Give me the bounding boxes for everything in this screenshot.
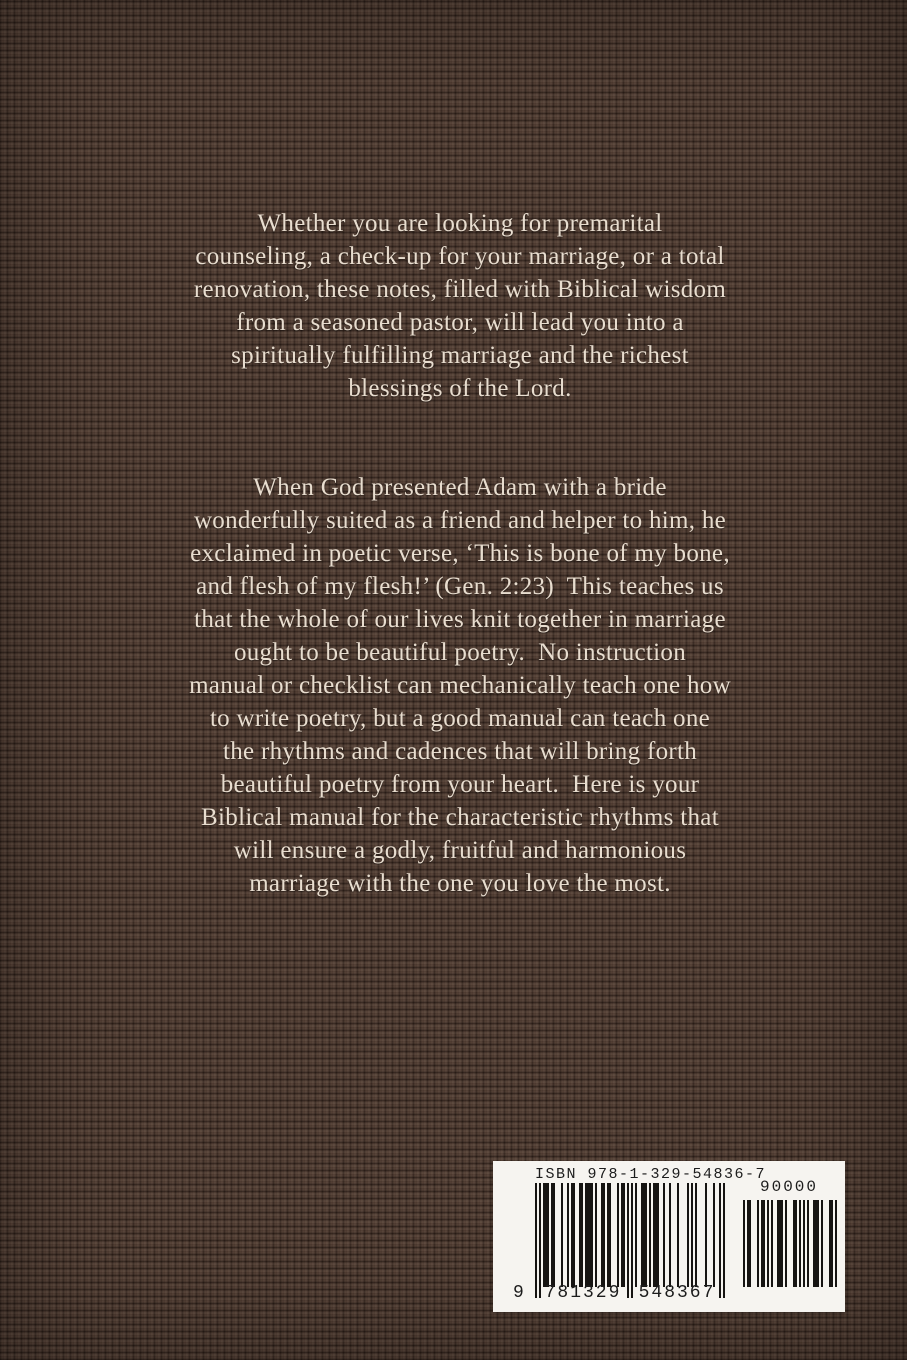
barcode-bar [835,1200,837,1287]
barcode-bar [821,1200,823,1287]
barcode-bar [799,1200,801,1287]
barcode-bar [535,1183,537,1298]
barcode-bar [657,1183,659,1287]
barcode-bar [595,1183,597,1287]
barcode-bar [781,1200,783,1287]
barcode-bar [749,1200,751,1287]
ean5-supplement-barcode [741,1200,837,1287]
barcode-bar [649,1183,651,1287]
barcode-bar [553,1183,555,1287]
barcode-bar [803,1200,805,1287]
barcode-bar [763,1200,765,1287]
barcode-bar [635,1183,637,1287]
barcode-bar [743,1200,745,1287]
barcode-bar [609,1183,611,1287]
barcode-bar [623,1183,625,1287]
barcode-bar [573,1183,575,1287]
blurb-line: will ensure a godly, fruitful and harmonious [233,837,687,864]
isbn-label: ISBN 978-1-329-54836-7 [535,1166,767,1183]
price-code: 90000 [759,1178,818,1196]
barcode-bar [669,1183,671,1287]
barcode-bar [757,1200,759,1287]
barcode-bar [677,1183,679,1287]
blurb-line: the rhythms and cadences that will bring forth [222,738,698,765]
blurb-paragraph-1 [80,207,840,405]
barcode-bar [695,1183,697,1287]
blurb-line: Biblical manual for the characteristic rhythms that [201,804,719,831]
barcode-bar [631,1183,633,1298]
barcode-bar [713,1183,715,1287]
blurb-line: exclaimed in poetic verse, ‘This is bone of my bone, [190,540,730,567]
ean13-digits-right: 548367 [638,1283,716,1303]
barcode-bar [627,1183,629,1298]
barcode-bar [705,1183,707,1287]
barcode-bar [617,1183,619,1287]
blurb-line: Whether you are looking for premarital [257,210,663,237]
blurb-line: When God presented Adam with a bride [253,474,667,501]
blurb-paragraph-2 [80,471,840,900]
barcode-bar [785,1200,787,1287]
ean13-digit-first: 9 [513,1283,524,1303]
ean13-digits-left: 781329 [544,1283,622,1303]
blurb-line: counseling, a check-up for your marriage, or a total [195,243,725,270]
blurb-line: that the whole of our lives knit together in marriage [194,606,726,633]
barcode-bar [603,1183,605,1287]
barcode-bar [663,1183,665,1287]
barcode-bar [831,1200,833,1287]
barcode-bar [807,1200,809,1287]
ean13-barcode [535,1183,725,1298]
barcode-bar [687,1183,689,1287]
blurb-line: ought to be beautiful poetry. No instruction [233,639,687,666]
barcode-bar [817,1200,819,1287]
blurb-line: manual or checklist can mechanically teach one how [189,672,731,699]
blurb-line: spiritually fulfilling marriage and the richest [231,342,689,369]
barcode-bar [581,1183,583,1287]
blurb-line: from a seasoned pastor, will lead you into a [236,309,684,336]
blurb-line: to write poetry, but a good manual can teach one [209,705,711,732]
blurb-line: beautiful poetry from your heart. Here is your [220,771,700,798]
blurb-line: and flesh of my flesh!’ (Gen. 2:23) This teaches us [196,573,724,600]
barcode-bar [691,1183,693,1287]
barcode-bar [771,1200,773,1287]
barcode-bar [795,1200,797,1287]
barcode-bar [539,1183,541,1298]
barcode-panel [493,1161,845,1312]
barcode-bar [547,1183,549,1287]
blurb-line: wonderfully suited as a friend and helper to him, he [193,507,727,534]
barcode-bar [767,1200,769,1287]
barcode-bar [567,1183,569,1287]
barcode-bar [645,1183,647,1287]
barcode-bar [591,1183,593,1287]
blurb-line: blessings of the Lord. [348,375,572,402]
barcode-bar [723,1183,725,1298]
barcode-bar [561,1183,563,1287]
barcode-bar [719,1183,721,1298]
blurb-line: renovation, these notes, filled with Biblical wisdom [193,276,727,303]
blurb-line: marriage with the one you love the most. [249,870,671,897]
